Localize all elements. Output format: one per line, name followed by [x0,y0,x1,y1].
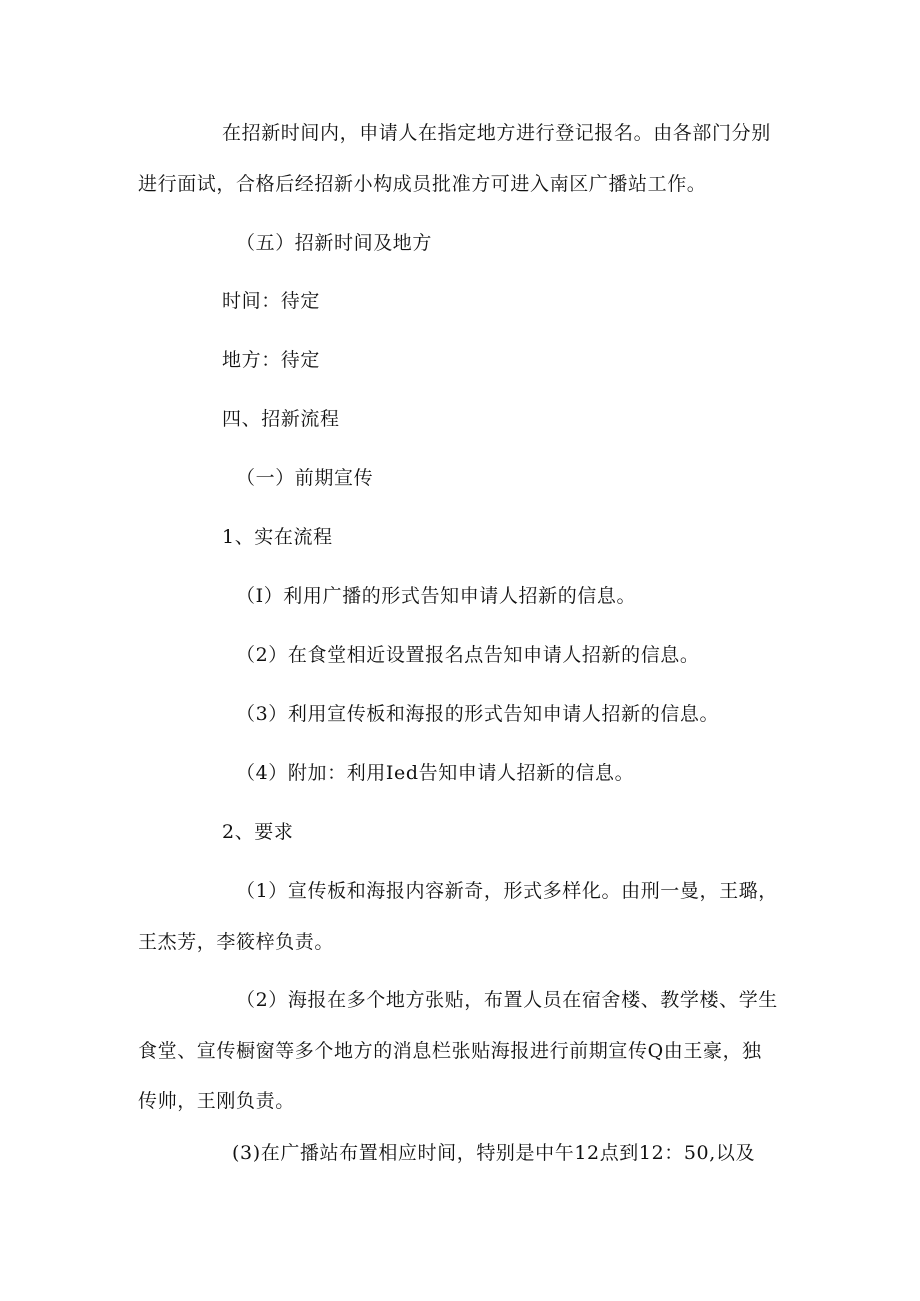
paragraph-line: 王杰芳，李筱梓负责。 [138,931,335,953]
subsection-heading: （一）前期宣传 [236,467,374,489]
paragraph-line: 食堂、宣传橱窗等多个地方的消息栏张贴海报进行前期宣传Q由王豪，独 [138,1040,762,1062]
section-heading: （五）招新时间及地方 [236,232,433,254]
paragraph-line: 时间：待定 [222,290,321,312]
list-item: （2）在食堂相近设置报名点告知申请人招新的信息。 [236,644,700,666]
list-heading: 2、要求 [222,821,294,843]
list-item: （4）附加：利用Ied告知申请人招新的信息。 [236,762,635,784]
paragraph-line: 进行面试，合格后经招新小构成员批准方可进入南区广播站工作。 [138,173,707,195]
list-item: （2）海报在多个地方张贴，布置人员在宿舍楼、教学楼、学生 [236,989,778,1011]
list-item: （3）利用宣传板和海报的形式告知申请人招新的信息。 [236,703,720,725]
section-heading: 四、招新流程 [222,408,340,430]
list-item: （I）利用广播的形式告知申请人招新的信息。 [236,585,637,607]
list-item: （1）宣传板和海报内容新奇，形式多样化。由刑一曼，王璐， [236,880,778,902]
list-heading: 1、实在流程 [222,526,333,548]
list-item: (3)在广播站布置相应时间，特别是中午12点到12：50,以及 [232,1142,756,1164]
paragraph-line: 地方：待定 [222,349,321,371]
paragraph-line: 在招新时间内，申请人在指定地方进行登记报名。由各部门分别 [222,122,771,144]
paragraph-line: 传帅，王刚负责。 [138,1090,295,1112]
